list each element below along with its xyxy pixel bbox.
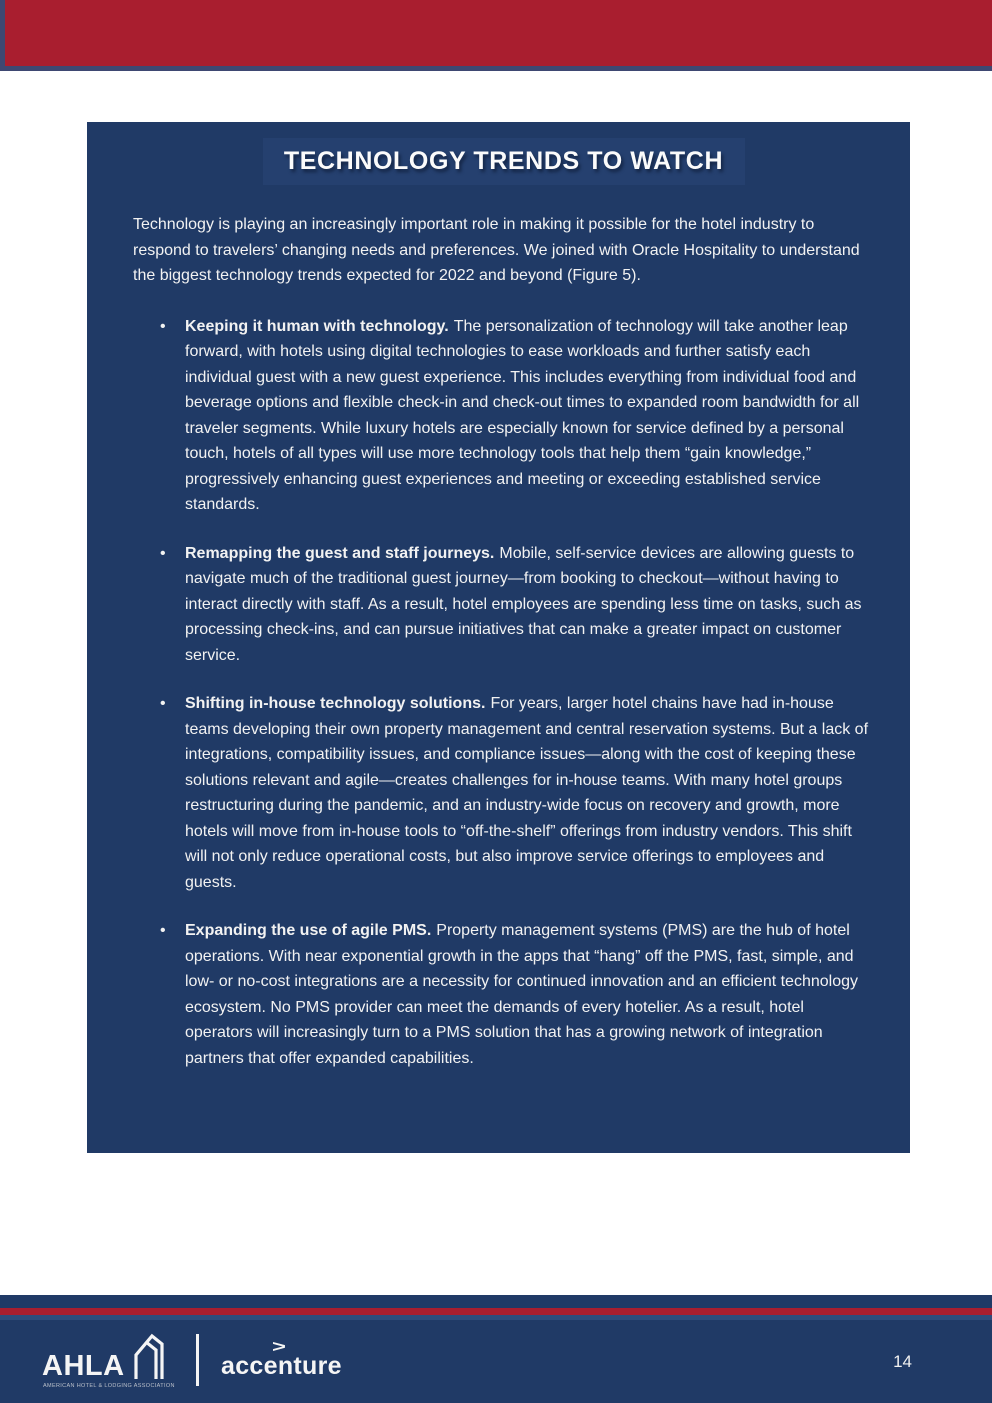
title-band bbox=[263, 138, 745, 185]
trend-bullet-list bbox=[133, 314, 874, 1072]
accenture-logo bbox=[221, 1337, 342, 1380]
accenture-wordmark: accenture bbox=[221, 1352, 342, 1380]
bullet-lead: Remapping the guest and staff journeys. bbox=[185, 544, 495, 562]
technology-trends-card bbox=[87, 122, 910, 1153]
intro-paragraph: Technology is playing an increasingly important role in making it possible for the hotel industry to respond to travelers’ changing needs and preferences. We joined with Oracle Hospitality to understand the biggest technology trends expected for 2022 and beyond (Figure 5). bbox=[133, 216, 860, 284]
bullet-dot-icon: • bbox=[160, 695, 166, 712]
accenture-accent-icon: > bbox=[272, 1337, 286, 1356]
bullet-lead: Keeping it human with technology. bbox=[185, 317, 449, 335]
footer-top-strip bbox=[0, 1295, 992, 1308]
bullet-text: Mobile, self-service devices are allowing guests to navigate much of the traditional guest journey—from booking to checkout—without having to interact directly with staff. As a result, hotel employees are spending less time on tasks, such as processing check-ins, and can pursue initiatives that can make a greater impact on customer service. bbox=[185, 544, 862, 664]
page-number: 14 bbox=[893, 1351, 912, 1371]
bullet-lead: Expanding the use of agile PMS. bbox=[185, 922, 432, 939]
ahla-tagline: AMERICAN HOTEL & LODGING ASSOCIATION bbox=[43, 1382, 175, 1389]
bullet-dot-icon: • bbox=[160, 922, 166, 939]
list-item bbox=[160, 541, 874, 669]
bullet-dot-icon: • bbox=[160, 544, 166, 562]
footer-red-stripe bbox=[0, 1308, 992, 1315]
section-title: TECHNOLOGY TRENDS TO WATCH bbox=[283, 147, 724, 175]
bullet-text: The personalization of technology will take another leap forward, with hotels using digital technologies to ease workloads and further satisfy each individual guest with a new guest experience. This includes everything from individual food and beverage options and flexible check-in and check-out times to expanded room bandwidth for all traveler segments. While luxury hotels are especially known for service defined by a personal touch, hotels of all types will use more technology tools that help them “gain knowledge,” progressively enhancing guest experiences and meeting or exceeding established service standards. bbox=[185, 317, 860, 513]
list-item bbox=[160, 314, 874, 518]
bullet-text: Property management systems (PMS) are the hub of hotel operations. With near exponential growth in the apps that “hang” off the PMS, fast, simple, and low- or no-cost integrations are a necessity for continued innovation and an efficient technology ecosystem. No PMS provider can meet the demands of every hotelier. As a result, hotel operators will increasingly turn to a PMS solution that has a growing network of integration partners that offer expanded capabilities. bbox=[185, 922, 858, 1067]
ahla-wordmark: AHLA bbox=[42, 1349, 125, 1382]
ahla-logo bbox=[42, 1333, 175, 1391]
footer-main bbox=[0, 1320, 992, 1403]
list-item bbox=[160, 691, 874, 895]
top-banner bbox=[0, 0, 992, 71]
ahla-house-icon bbox=[126, 1333, 172, 1386]
list-item bbox=[160, 918, 874, 1071]
bullet-lead: Shifting in-house technology solutions. bbox=[185, 695, 486, 712]
bullet-dot-icon: • bbox=[160, 317, 166, 335]
bullet-text: For years, larger hotel chains have had in-house teams developing their own property management and central reservation systems. But a lack of integrations, compatibility issues, and compliance issues—along with the cost of keeping these solutions relevant and agile—creates challenges for in-house teams. With many hotel groups restructuring during the pandemic, and an industry-wide focus on recovery and growth, more hotels will move from in-house tools to “off-the-shelf” offerings from industry vendors. This shift will not only reduce operational costs, but also improve service offerings to employees and guests. bbox=[185, 695, 869, 891]
page-footer bbox=[0, 1295, 992, 1403]
footer-divider bbox=[196, 1334, 199, 1386]
